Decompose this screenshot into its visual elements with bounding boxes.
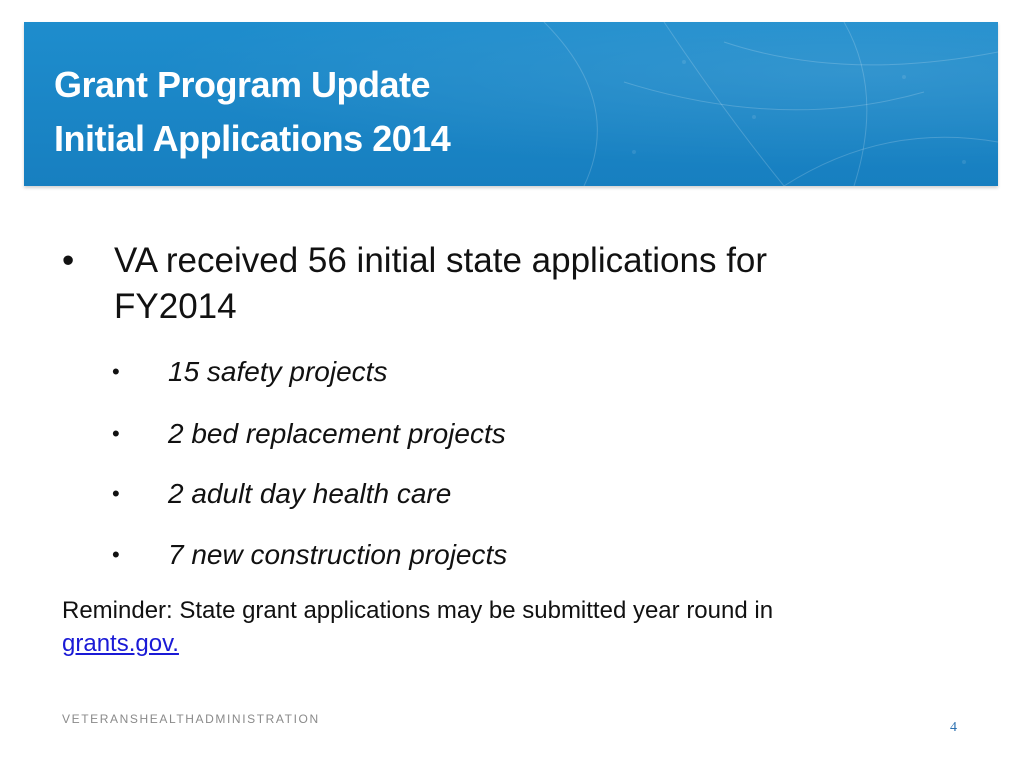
bullet-marker: • (112, 481, 120, 506)
bullet-marker: • (112, 421, 120, 446)
reminder-text: Reminder: State grant applications may be submitted year round in (62, 597, 774, 624)
page-number: 4 (950, 720, 957, 735)
slide-title (54, 58, 450, 166)
title-line-1: Grant Program Update (54, 64, 431, 105)
main-bullet-text: VA received 56 initial state applications for FY2014 (114, 241, 768, 326)
title-line-2: Initial Applications 2014 (54, 118, 451, 159)
sub-bullet-text: 2 bed replacement projects (168, 418, 506, 449)
reminder-note (62, 594, 962, 660)
sub-bullet-text: 15 safety projects (168, 356, 388, 387)
sub-bullet-text: 2 adult day health care (168, 478, 452, 509)
grants-gov-link[interactable]: grants.gov. (62, 630, 179, 657)
bullet-marker: • (112, 359, 120, 384)
footer-label: VETERANSHEALTHADMINISTRATION (62, 712, 320, 726)
sub-bullet-text: 7 new construction projects (168, 539, 508, 570)
bullet-marker: • (62, 241, 75, 280)
bullet-marker: • (112, 542, 120, 567)
title-banner (24, 22, 998, 186)
